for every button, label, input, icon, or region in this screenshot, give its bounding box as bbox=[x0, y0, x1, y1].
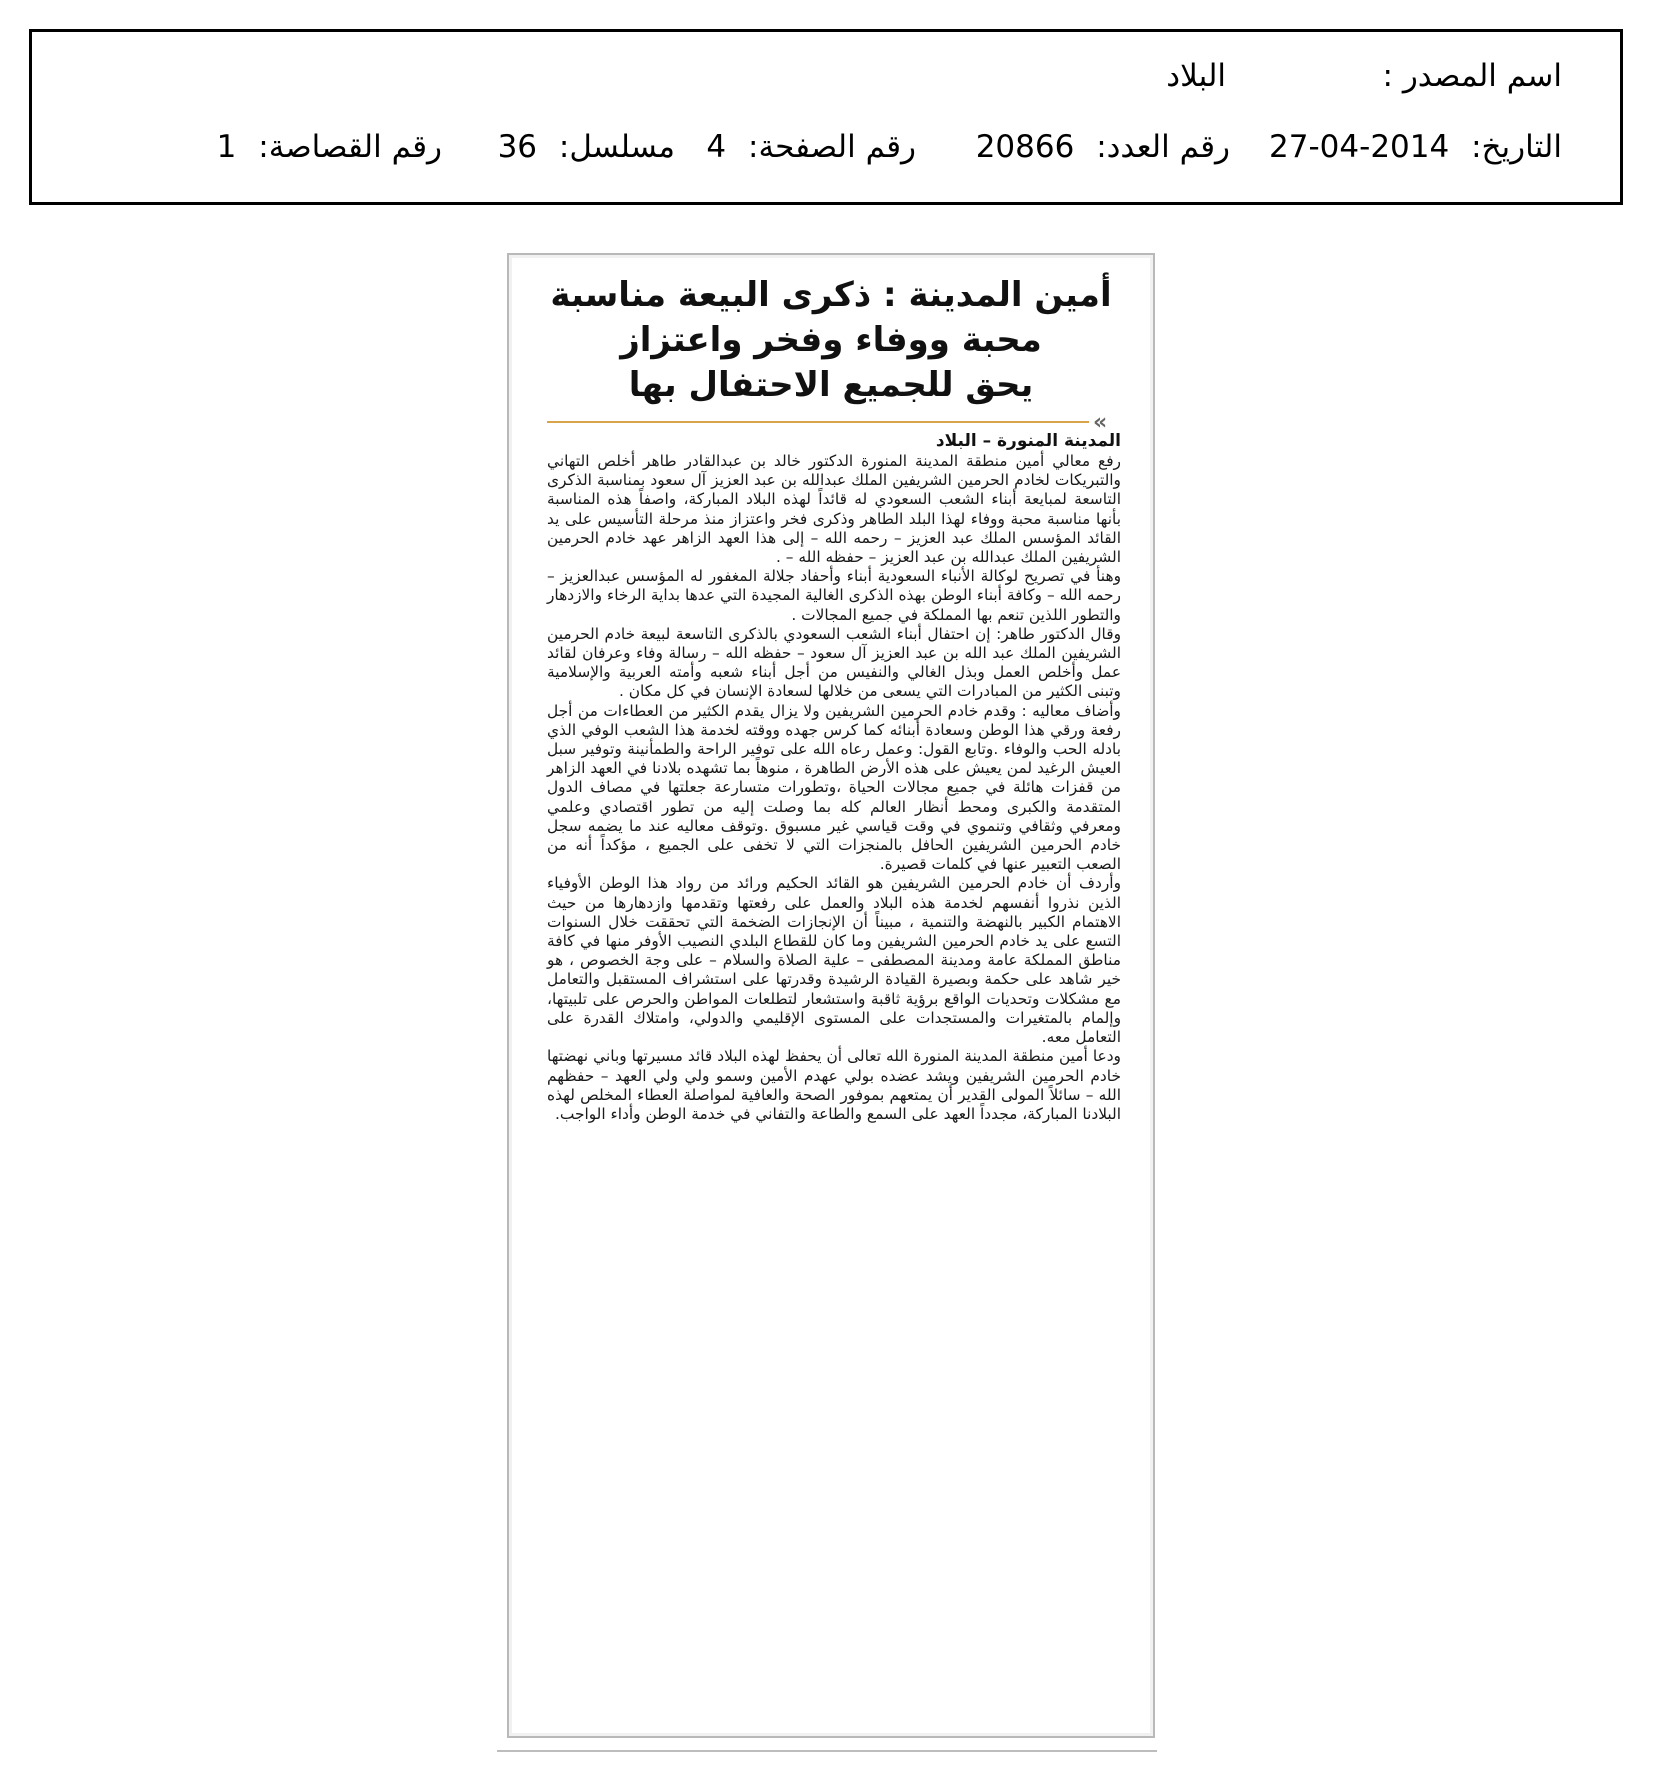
article-body bbox=[547, 452, 1121, 1124]
issue-value: 20866 bbox=[975, 129, 1075, 165]
date-label: التاريخ: bbox=[1471, 129, 1562, 165]
article-dateline: المدينة المنورة – البلاد bbox=[935, 431, 1121, 451]
serial-value: 36 bbox=[497, 129, 538, 165]
serial-field bbox=[498, 129, 675, 165]
page-value: 4 bbox=[706, 129, 727, 165]
headline-line: أمين المدينة : ذكرى البيعة مناسبة bbox=[550, 275, 1112, 315]
article-paragraph: وهنأ في تصريح لوكالة الأنباء السعودية أبناء وأحفاد جلالة المغفور له المؤسس عبدالعزيز – رحمه الله – وكافة أبناء الوطن بهذه الذكرى الغالية المجيدة التي عدها بداية الرخاء والازدهار والتطور اللذين تنعم بها المملكة في جميع المجالات . bbox=[547, 567, 1121, 624]
article-paragraph: وأردف أن خادم الحرمين الشريفين هو القائد الحكيم ورائد من رواد هذا الوطن الأوفياء الذين نذروا أنفسهم لخدمة هذه البلاد والعمل على رفعتها وتقدمها وازدهارها من حيث الاهتمام الكبير بالنهضة والتنمية ، مبيناً أن الإنجازات الضخمة التي تحققت خلال السنوات التسع على يد خادم الحرمين الشريفين وما كان للقطاع البلدي النصيب الأوفر منها في كافة مناطق المملكة عامة ومدينة المصطفى – علية الصلاة والسلام – على وجة الخصوص ، هو خير شاهد على حكمة وبصيرة القيادة الرشيدة وقدرتها على استشراف المستقبل والتعامل مع مشكلات وتحديات الواقع برؤية ثاقبة واستشعار لتطلعات المواطن والحرص على تلبيتها، وإلمام بالمتغيرات والمستجدات على المستوى الإقليمي والدولي، وامتلاك القدرة على التعامل معه. bbox=[547, 874, 1121, 1047]
article-paragraph: رفع معالي أمين منطقة المدينة المنورة الدكتور خالد بن عبدالقادر طاهر أخلص التهاني والتبريكات لخادم الحرمين الشريفين الملك عبدالله بن عبد العزيز آل سعود بمناسبة الذكرى التاسعة لمبايعة أبناء الشعب السعودي له قائداً لهذه البلاد المباركة، واصفاً هذه المناسبة بأنها مناسبة محبة ووفاء لهذا البلد الطاهر وذكرى فخر واعتزاز منذ مرحلة التأسيس على يد القائد المؤسس الملك عبد العزيز – رحمه الله – إلى هذا العهد الزاهر عهد خادم الحرمين الشريفين الملك عبدالله بن عبد العزيز – حفظه الله – . bbox=[547, 452, 1121, 567]
serial-label: مسلسل: bbox=[558, 129, 675, 165]
newspaper-clipping bbox=[507, 253, 1155, 1738]
metadata-box bbox=[29, 29, 1623, 205]
double-arrow-icon: « bbox=[1093, 410, 1105, 435]
article-paragraph: ودعا أمين منطقة المدينة المنورة الله تعالى أن يحفظ لهذه البلاد قائد مسيرتها وباني نهضتها خادم الحرمين الشريفين ويشد عضده بولي عهدم الأمين وسمو ولي ولي العهد – حفظهم الله – سائلاً المولى القدير أن يمتعهم بموفور الصحة والعافية لمواصلة العطاء المخلص لهذه البلادنا المباركة، مجدداً العهد على السمع والطاعة والتفاني في خدمة الوطن وأداء الواجب. bbox=[547, 1047, 1121, 1123]
headline-line: محبة ووفاء وفخر واعتزاز bbox=[620, 320, 1042, 360]
source-value: البلاد bbox=[1166, 58, 1226, 94]
article-paragraph: وقال الدكتور طاهر: إن احتفال أبناء الشعب السعودي بالذكرى التاسعة لبيعة خادم الحرمين الشريفين الملك عبد الله بن عبد العزيز آل سعود – حفظه الله – رسالة وفاء وعرفان لقائد عمل وأخلص العمل وبذل الغالي والنفيس من أجل أبناء شعبه وأمته العربية والإسلامية وتبنى الكثير من المبادرات التي يسعى من خلالها لسعادة الإنسان في كل مكان . bbox=[547, 624, 1121, 701]
clip-value: 1 bbox=[216, 129, 237, 165]
source-label: اسم المصدر : bbox=[1382, 58, 1562, 94]
bottom-rule bbox=[497, 1750, 1157, 1752]
article-paragraph: وأضاف معاليه : وقدم خادم الحرمين الشريفين ولا يزال يقدم الكثير من العطاءات من أجل رفعة ورقي هذا الوطن وسعادة أبنائه كما كرس جهده ووقته لخدمة هذا الشعب الوفي الذي بادله الحب والوفاء .وتابع القول: وعمل رعاه الله على توفير الراحة والطمأنينة وتوفير سبل العيش الرغيد لمن يعيش على هذه الأرض الطاهرة ، منوهاً بما تشهده بلادنا في العهد الزاهر من قفزات هائلة في جميع مجالات الحياة ،وتطورات متسارعة جعلتها في مصاف الدول المتقدمة والكبرى ومحط أنظار العالم كله بما وصلت إليه من تطور اقتصادي وعلمي ومعرفي وثقافي وتنموي في وقت قياسي غير مسبوق .وتوقف معاليه عند ما يضمه سجل خادم الحرمين الشريفين الحافل بالمنجزات التي لا تخفى على الجميع ، مؤكداً أنه من الصعب التعبير عنها في كلمات قصيرة. bbox=[547, 701, 1121, 874]
clip-label: رقم القصاصة: bbox=[258, 129, 442, 165]
headline-line: يحق للجميع الاحتفال بها bbox=[628, 365, 1034, 405]
article-headline bbox=[529, 273, 1133, 408]
date-value: 2014-04-27 bbox=[1269, 129, 1450, 165]
issue-field bbox=[976, 129, 1230, 165]
issue-label: رقم العدد: bbox=[1096, 129, 1230, 165]
clip-field bbox=[217, 129, 442, 165]
page-label: رقم الصفحة: bbox=[748, 129, 916, 165]
date-field bbox=[1269, 129, 1562, 165]
headline-divider bbox=[547, 421, 1089, 423]
page-field bbox=[706, 129, 916, 165]
